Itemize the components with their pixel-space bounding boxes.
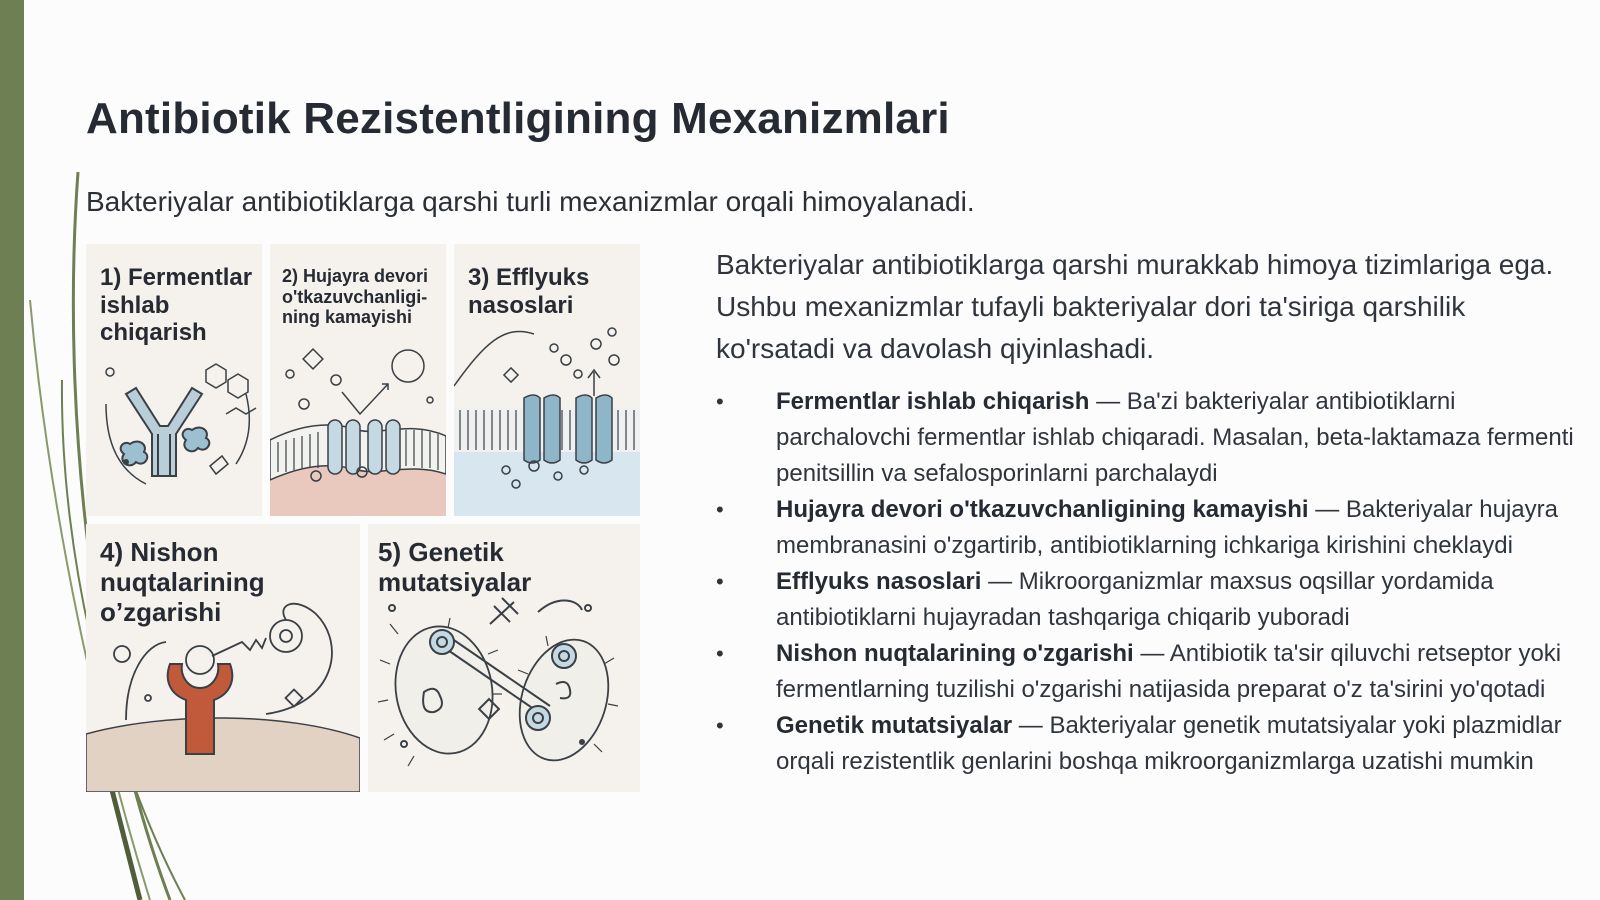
panel-genetic-mutations-title: 5) Genetik mutatsiyalar [378,537,532,597]
panel-cell-wall-title: 2) Hujayra devori o'tkazuvchanligi- ning kamayishi [282,266,429,328]
mechanism-description: — Bakteriyalar hujayra membranasini o'zgartirib, antibiotiklarning ichkariga kirishini cheklaydi [776,496,1558,559]
efflux-pump-icon [454,244,640,516]
bullet-icon: • [716,389,724,414]
list-item [716,708,1576,780]
panel-enzymes-title: 1) Fermentlar ishlab chiqarish [100,264,253,347]
panel-cell-wall [270,244,446,516]
list-item [716,636,1576,708]
list-item [716,492,1576,564]
bullet-icon: • [716,497,724,522]
page-title: Antibiotik Rezistentligining Mexanizmlari [86,94,950,143]
mechanism-term: Nishon nuqtalarining o'zgarishi [776,640,1134,667]
mechanism-term: Genetik mutatsiyalar [776,712,1013,739]
mechanism-term: Efflyuks nasoslari [776,568,982,595]
intro-paragraph: Bakteriyalar antibiotiklarga qarshi murakkab himoya tizimlariga ega. Ushbu mexanizmlar tufayli bakteriyalar dori ta'siriga qarshilik ko'rsatadi va davolash qiyinlashadi. [716,249,1554,364]
slide-subtitle: Bakteriyalar antibiotiklarga qarshi turli mexanizmlar orqali himoyalanadi. [86,186,975,217]
list-item [716,384,1576,492]
bullet-icon: • [716,641,724,666]
receptor-icon [86,524,360,792]
panel-genetic-mutations [368,524,640,792]
panel-target-change-title: 4) Nishon nuqtalarining o’zgarishi [100,537,265,627]
antibody-enzyme-icon [86,244,262,516]
mechanism-description: — Antibiotik ta'sir qiluvchi retseptor yoki fermentlarning tuzilishi o'zgarishi natijasida preparat o'z ta'sirini yo'qotadi [776,640,1562,703]
mechanism-term: Hujayra devori o'tkazuvchanligining kamayishi [776,496,1309,523]
panel-target-change [86,524,360,792]
panel-efflux-pumps-title: 3) Efflyuks nasoslari [468,264,590,319]
mechanism-description: — Ba'zi bakteriyalar antibiotiklarni parchalovchi fermentlar ishlab chiqaradi. Masalan, beta-laktamaza fermenti penitsillin va sefalosporinlarni parchalaydi [776,388,1574,487]
membrane-icon [270,244,446,516]
panel-enzymes [86,244,262,516]
mechanism-description: — Mikroorganizmlar maxsus oqsillar yordamida antibiotiklarni hujayradan tashqariga chiqarib yuboradi [776,568,1494,631]
mechanism-term: Fermentlar ishlab chiqarish [776,388,1090,415]
accent-bar [0,0,24,900]
mechanism-list [716,384,1576,780]
bacteria-plasmid-icon [368,524,640,792]
list-item [716,564,1576,636]
panel-efflux-pumps [454,244,640,516]
mechanism-description: — Bakteriyalar genetik mutatsiyalar yoki plazmidlar orqali rezistentlik genlarini boshqa mikroorganizmlarga uzatishi mumkin [776,712,1562,775]
bullet-icon: • [716,713,724,738]
bullet-icon: • [716,569,724,594]
